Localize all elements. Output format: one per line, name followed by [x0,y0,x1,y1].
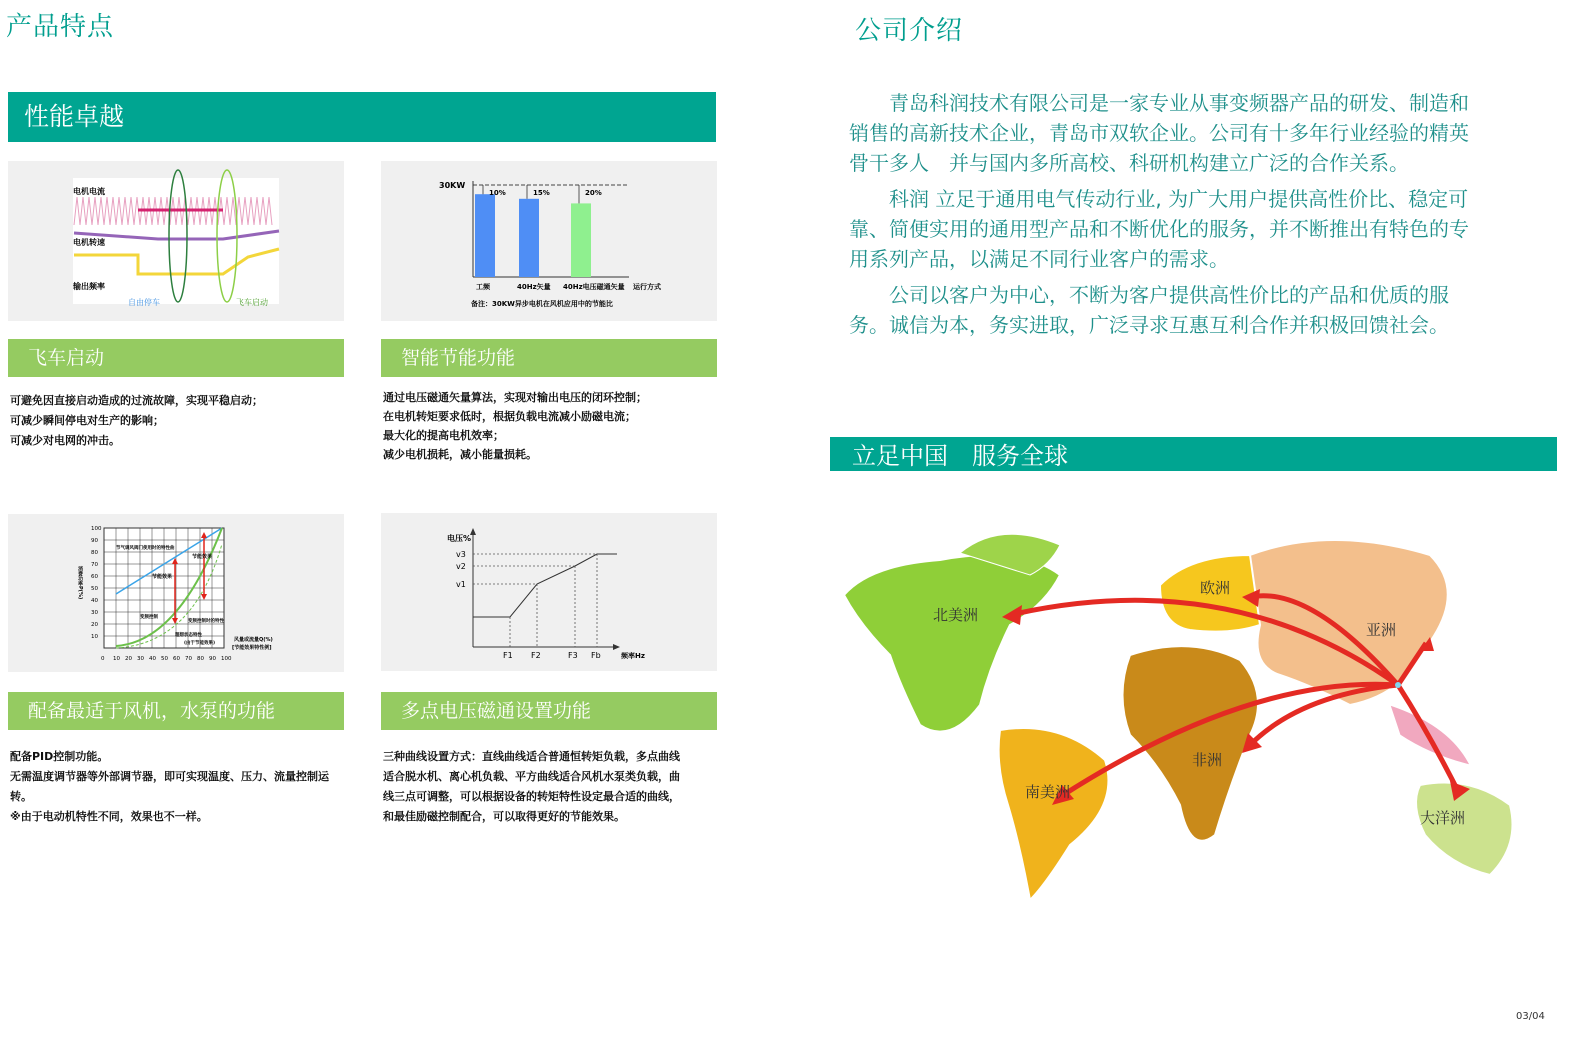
energy-saving-chart [381,161,717,321]
desc-line: 最大化的提高电机效率； [383,429,504,442]
label-africa: 非洲 [1192,751,1223,769]
desc-line: 减少电机损耗，减小能量损耗。 [383,448,537,461]
fig4-f1: F1 [503,651,513,660]
desc-line: 无需温度调节器等外部调节器，即可实现温度、压力、流量控制运转。 [10,770,329,803]
fig3-ytick: 60 [91,574,98,580]
desc-line: ※由于电动机特性不同，效果也不一样。 [10,810,208,823]
label-europe: 欧洲 [1200,579,1231,597]
intro-paragraph-2: 科润 立足于通用电气传动行业, 为广大用户提供高性价比、稳定可靠、简便实用的通用型产品和不断优化的服务，并不断推出有特色的专用系列产品，以满足不同行业客户的需求。 [849,187,1469,271]
right-page-title: 公司介绍 [855,16,964,46]
fig3-label-vfd-char: 变频控制时的特性 [188,619,224,624]
desc-line: 在电机转矩要求低时，根据负载电流减小励磁电流； [383,410,636,423]
intro-paragraph-1: 青岛科润技术有限公司是一家专业从事变频器产品的研发、制造和销售的高新技术企业，青岛市双软企业。公司有十多年行业经验的精英骨干多人 并与国内多所高校、科研机构建立广泛的合作关系。 [849,91,1469,175]
left-page-title: 产品特点 [6,12,115,42]
desc-line: 可减少对电网的冲击。 [10,434,120,447]
fig3-xtick: 40 [149,656,156,662]
fig3-xlabel: 风量或流量Q(%) [234,637,273,643]
fig3-label-saving-1: 节能效果 [152,574,173,580]
world-map [830,505,1565,905]
fig3-ytick: 70 [91,562,98,568]
fig3-xtick: 60 [173,656,180,662]
fig3-label-saving-2: 节能效果 [192,554,213,560]
fig3-xtick: 90 [209,656,216,662]
global-service-banner: 立足中国 服务全球 [830,437,1557,471]
fig3-ytick: 80 [91,550,98,556]
motor-current-label: 电机电流 [73,187,105,196]
fig2-saving-label: 15% [533,189,550,197]
fig3-label-effect: (由于节能效果) [184,641,216,646]
fan-pump-chart [8,514,344,672]
oceania-shape [1416,783,1513,876]
feature-title-fan-pump: 配备最适于风机，水泵的功能 [8,692,344,730]
fig3-ytick: 30 [91,610,98,616]
fig4-fb: Fb [591,651,601,660]
fig3-xtick: 0 [101,656,105,662]
fig3-xtick: 20 [125,656,132,662]
label-north-america: 北美洲 [933,606,979,624]
multipoint-desc [383,747,723,827]
fig4-ylabel: 电压% [447,534,472,543]
fig2-note: 备注：30KW异步电机在风机应用中的节能比 [471,300,613,308]
fan-pump-desc [10,747,350,827]
motor-speed-label: 电机转速 [73,238,105,247]
fig2-ylabel: 30KW [439,181,466,190]
fig3-ytick: 20 [91,622,98,628]
fig2-bar [519,199,539,277]
feature-title-flying-start: 飞车启动 [8,339,344,377]
fig3-xtick: 80 [197,656,204,662]
fig3-label-throttle: 节气调风阀门使用时的特性曲 [116,546,175,551]
page-number: 03/04 [1516,1011,1545,1022]
north-america-shape [844,555,1060,732]
fig4-f2: F2 [531,651,541,660]
label-south-america: 南美洲 [1025,783,1071,801]
multi-point-vf-chart [381,513,717,671]
fig3-ytick: 90 [91,538,98,544]
fig2-saving-label: 20% [585,189,602,197]
flying-start-figure [8,161,344,321]
restart-label: 飞车启动 [236,298,268,307]
desc-line: 可减少瞬间停电对生产的影响； [10,414,164,427]
performance-banner: 性能卓越 [8,92,716,142]
multi-point-vf-figure [381,513,717,671]
fig4-v2: v2 [456,562,466,571]
label-asia: 亚洲 [1366,621,1397,639]
fig4-f3: F3 [568,651,578,660]
energy-saving-figure [381,161,717,321]
fig3-ytick: 50 [91,586,98,592]
fig2-cat-1: 40Hz矢量 [517,283,551,291]
desc-line: 适合脱水机、离心机负载、平方曲线适合风机水泵类负载，曲 [383,770,680,783]
fig3-ytick: 40 [91,598,98,604]
fig3-xtick: 70 [185,656,192,662]
desc-line: 配备PID控制功能。 [10,750,109,763]
fig3-ylabel: 消费功率P(%) [77,566,83,600]
fig3-xtick: 50 [161,656,168,662]
desc-line: 三种曲线设置方式：直线曲线适合普通恒转矩负载，多点曲线 [383,750,680,763]
fig3-xlabel2: [节能效果特性例] [232,645,272,651]
fig3-ytick: 10 [91,634,98,640]
fig3-label-ideal: 理想状态特性 [175,633,202,638]
fig2-bar [571,203,591,277]
fan-pump-figure [8,514,344,672]
feature-title-multipoint: 多点电压磁通设置功能 [381,692,717,730]
free-stop-label: 自由停车 [128,298,160,307]
fig3-xtick: 100 [221,656,232,662]
fig4-v1: v1 [456,580,466,589]
desc-line: 通过电压磁通矢量算法，实现对输出电压的闭环控制； [383,391,647,404]
fig2-saving-label: 10% [489,189,506,197]
desc-line: 和最佳励磁控制配合，可以取得更好的节能效果。 [383,810,625,823]
south-america-shape [999,728,1109,900]
fig3-ytick: 100 [91,526,102,532]
fig2-cat-0: 工频 [476,283,490,291]
feature-title-energy-saving: 智能节能功能 [381,339,717,377]
energy-saving-desc [383,388,713,464]
output-freq-label: 输出频率 [73,282,105,291]
fig2-bar [475,194,495,277]
fig3-xtick: 30 [137,656,144,662]
intro-paragraph-3: 公司以客户为中心，不断为客户提供高性价比的产品和优质的服务。诚信为本，务实进取，广泛寻求互惠互利合作并积极回馈社会。 [849,283,1449,337]
desc-line: 可避免因直接启动造成的过流故障，实现平稳启动； [10,394,263,407]
flying-start-diagram [8,161,344,321]
fig4-v3: v3 [456,550,466,559]
company-intro [849,88,1479,340]
desc-line: 线三点可调整，可以根据设备的转矩特性设定最合适的曲线， [383,790,680,803]
world-map-graphic [830,505,1565,905]
fig2-cat-3: 运行方式 [633,283,661,291]
fig3-label-vfd: 变频控制 [140,615,158,620]
fig3-xtick: 10 [113,656,120,662]
flying-start-desc [10,391,340,451]
label-oceania: 大洋洲 [1420,809,1466,827]
fig2-cat-2: 40Hz电压磁通矢量 [563,283,625,291]
africa-shape [1123,646,1259,841]
fig4-xlabel: 频率Hz [621,652,645,660]
